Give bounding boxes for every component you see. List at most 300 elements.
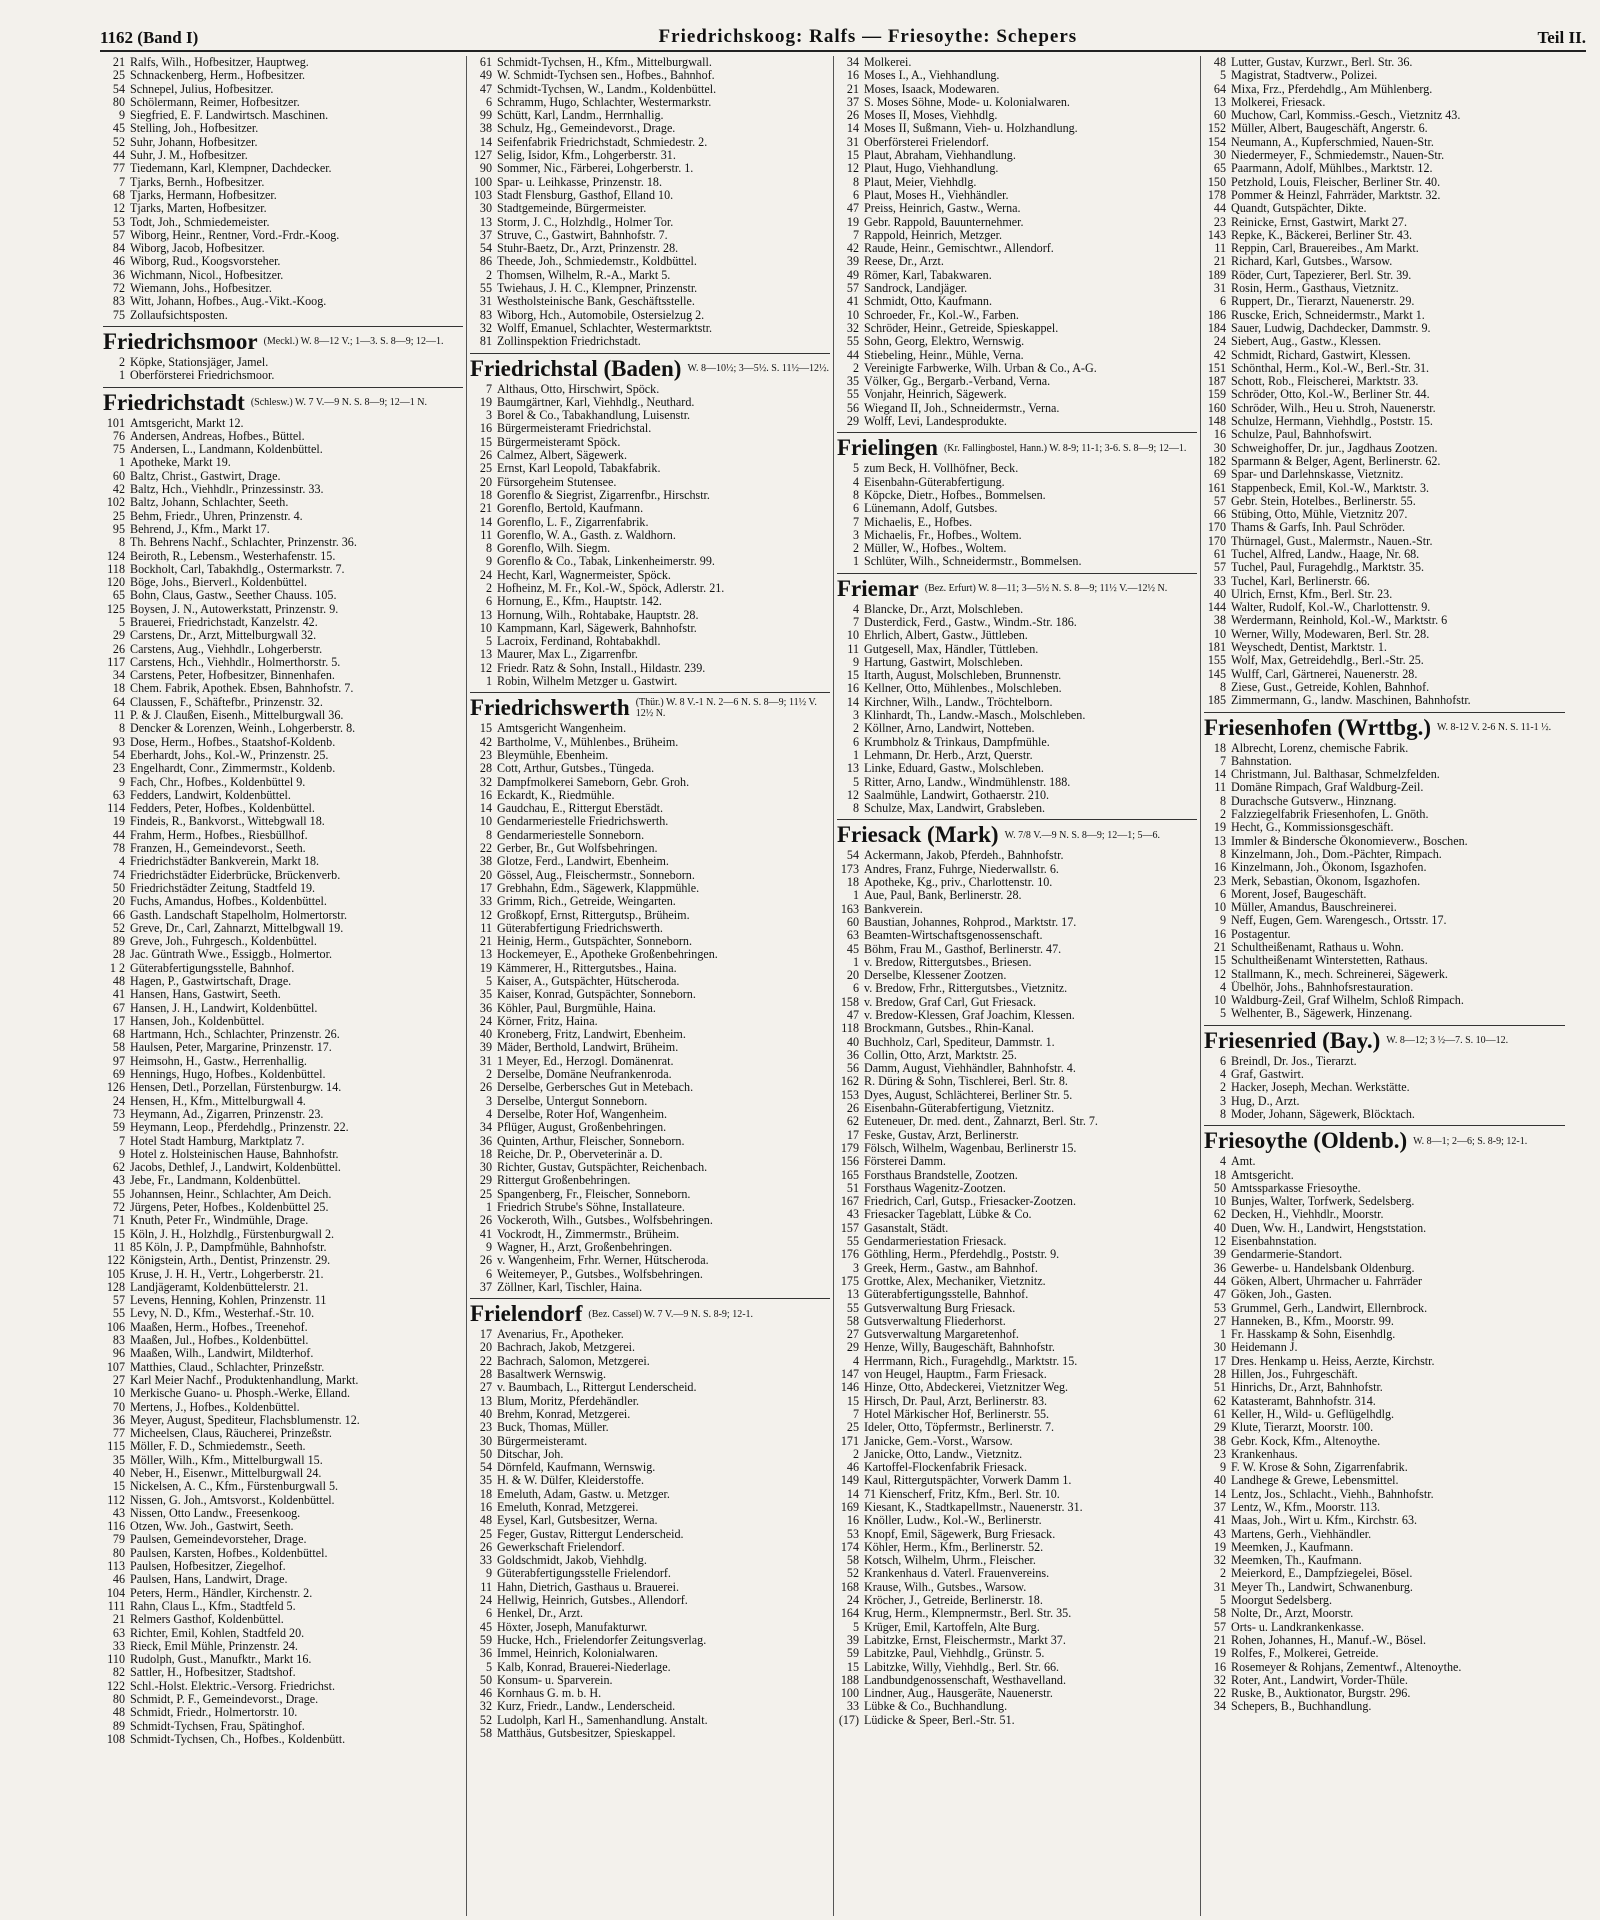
phone-number: 62 xyxy=(846,1115,859,1129)
list-item xyxy=(103,1480,463,1493)
phone-number: 10 xyxy=(1213,994,1226,1008)
subscriber-entry: Werner, Willy, Modewaren, Berl. Str. 28. xyxy=(1231,627,1430,641)
subscriber-entry: Todt, Joh., Schmiedemeister. xyxy=(130,215,270,229)
list-item xyxy=(470,322,830,335)
list-item xyxy=(103,456,463,469)
subscriber-entry: Konsum- u. Sparverein. xyxy=(497,1673,613,1687)
subscriber-entry: Greek, Herm., Gastw., am Bahnhof. xyxy=(864,1261,1038,1275)
phone-number: 48 xyxy=(112,1706,125,1720)
subscriber-entry: Zöllner, Karl, Tischler, Haina. xyxy=(497,1280,643,1294)
list-item xyxy=(470,83,830,96)
phone-number: 2 xyxy=(1219,808,1226,822)
subscriber-entry: Gorenflo, W. A., Gasth. z. Waldhorn. xyxy=(497,528,676,542)
list-item xyxy=(103,1254,463,1267)
list-item xyxy=(837,255,1197,268)
list-item xyxy=(1204,282,1565,295)
subscriber-entry: Buck, Thomas, Müller. xyxy=(497,1421,609,1435)
phone-number: 46 xyxy=(479,1687,492,1701)
subscriber-entry: Meyer Th., Landwirt, Schwanenburg. xyxy=(1231,1580,1413,1594)
list-item xyxy=(103,162,463,175)
list-item xyxy=(470,1381,830,1394)
phone-number: 57 xyxy=(112,1294,125,1308)
list-item xyxy=(470,309,830,322)
list-item xyxy=(1204,482,1565,495)
subscriber-entry: Heidemann J. xyxy=(1231,1341,1298,1355)
phone-number: 64 xyxy=(1213,82,1226,96)
list-item xyxy=(1204,269,1565,282)
list-item xyxy=(470,529,830,542)
subscriber-entry: Kaul, Rittergutspächter, Vorwerk Damm 1. xyxy=(864,1474,1072,1488)
list-item xyxy=(103,83,463,96)
list-item xyxy=(470,1674,830,1687)
list-item xyxy=(837,1634,1197,1647)
list-item xyxy=(103,563,463,576)
list-item xyxy=(103,643,463,656)
phone-number: 61 xyxy=(479,56,492,69)
phone-number: 124 xyxy=(106,549,125,563)
list-item xyxy=(837,1248,1197,1261)
subscriber-entry: Stadt Flensburg, Gasthof, Elland 10. xyxy=(497,188,674,202)
subscriber-entry: Derselbe, Gerbersches Gut in Metebach. xyxy=(497,1081,694,1095)
subscriber-entry: Schröder, Otto, Kol.-W., Berliner Str. 44. xyxy=(1231,388,1430,402)
list-item xyxy=(470,1041,830,1054)
phone-number: 68 xyxy=(112,1028,125,1042)
subscriber-entry: Siegfried, E. F. Landwirtsch. Maschinen. xyxy=(130,109,329,123)
subscriber-entry: Ulrich, Ernst, Kfm., Berl. Str. 23. xyxy=(1231,587,1393,601)
list-item xyxy=(837,516,1197,529)
subscriber-entry: Klute, Tierarzt, Moorstr. 100. xyxy=(1231,1421,1374,1435)
list-item xyxy=(103,855,463,868)
list-item xyxy=(1204,1395,1565,1408)
phone-number: 29 xyxy=(479,1174,492,1188)
list-item xyxy=(470,802,830,815)
subscriber-entry: Levy, N. D., Kfm., Westerhaf.-Str. 10. xyxy=(130,1307,315,1321)
phone-number: 35 xyxy=(479,1474,492,1488)
subscriber-entry: Bohn, Claus, Gastw., Seether Chauss. 105. xyxy=(130,589,337,603)
place-name: Friesenried (Bay.) xyxy=(1204,1027,1381,1053)
list-item xyxy=(837,1102,1197,1115)
list-item xyxy=(837,863,1197,876)
list-item xyxy=(103,842,463,855)
subscriber-entry: Klinhardt, Th., Landw.-Masch., Molschleben. xyxy=(864,709,1086,723)
list-item xyxy=(103,229,463,242)
phone-number: 149 xyxy=(840,1474,859,1488)
list-item xyxy=(837,956,1197,969)
place-name: Friedrichsmoor xyxy=(103,328,258,354)
list-item xyxy=(837,56,1197,69)
phone-number: 75 xyxy=(112,308,125,322)
list-item xyxy=(837,1541,1197,1554)
phone-number: 4 xyxy=(1219,1068,1226,1082)
list-item xyxy=(103,1148,463,1161)
list-item xyxy=(470,975,830,988)
list-item xyxy=(470,396,830,409)
subscriber-entry: Gendarmeriestelle Sonneborn. xyxy=(497,828,645,842)
phone-number: 16 xyxy=(479,1500,492,1514)
phone-number: 187 xyxy=(1207,375,1226,389)
list-item xyxy=(103,369,463,382)
phone-number: 17 xyxy=(846,1128,859,1142)
list-item xyxy=(103,922,463,935)
list-item xyxy=(103,975,463,988)
subscriber-entry: Euteneuer, Dr. med. dent., Zahnarzt, Berl. Str. 7. xyxy=(864,1115,1098,1129)
list-item xyxy=(1204,1108,1565,1121)
subscriber-entry: Molkerei. xyxy=(864,56,912,69)
list-item xyxy=(470,869,830,882)
subscriber-entry: Fach, Chr., Hofbes., Koldenbüttel 9. xyxy=(130,775,306,789)
phone-number: 122 xyxy=(106,1254,125,1268)
phone-number: 5 xyxy=(1219,1007,1226,1021)
list-item xyxy=(837,489,1197,502)
list-item xyxy=(1204,388,1565,401)
list-item xyxy=(470,1541,830,1554)
list-item xyxy=(103,1228,463,1241)
subscriber-entry: Friedr. Ratz & Sohn, Install., Hildastr. 239. xyxy=(497,661,706,675)
phone-number: 5 xyxy=(485,1660,492,1674)
subscriber-entry: Gewerbe- u. Handelsbank Oldenburg. xyxy=(1231,1261,1415,1275)
phone-number: 19 xyxy=(112,815,125,829)
subscriber-entry: Baltz, Johann, Schlachter, Seeth. xyxy=(130,496,289,510)
phone-number: 20 xyxy=(846,969,859,983)
subscriber-entry: Emeluth, Adam, Gastw. u. Metzger. xyxy=(497,1487,670,1501)
phone-number: 45 xyxy=(479,1620,492,1634)
list-item xyxy=(470,815,830,828)
phone-number: 35 xyxy=(846,375,859,389)
subscriber-entry: Vonjahr, Heinrich, Sägewerk. xyxy=(864,388,1007,402)
list-item xyxy=(470,1727,830,1740)
list-item xyxy=(837,776,1197,789)
phone-number: 143 xyxy=(1207,228,1226,242)
list-item xyxy=(1204,1474,1565,1487)
subscriber-entry: Göken, Albert, Uhrmacher u. Fahrräder xyxy=(1231,1274,1423,1288)
list-item xyxy=(470,1368,830,1381)
subscriber-entry: Kruse, J. H. H., Vertr., Lohgerberstr. 21. xyxy=(130,1267,324,1281)
list-item xyxy=(837,309,1197,322)
subscriber-entry: Mixa, Frz., Pferdehdlg., Am Mühlenberg. xyxy=(1231,82,1433,96)
phone-number: 78 xyxy=(112,842,125,856)
subscriber-entry: Nolte, Dr., Arzt, Moorstr. xyxy=(1231,1607,1354,1621)
phone-number: 4 xyxy=(485,1107,492,1121)
phone-number: 2 xyxy=(852,1447,859,1461)
phone-number: 39 xyxy=(846,255,859,269)
list-item xyxy=(103,356,463,369)
list-item xyxy=(470,1108,830,1121)
list-item xyxy=(470,202,830,215)
list-item xyxy=(837,1022,1197,1035)
list-item xyxy=(103,749,463,762)
phone-number: 37 xyxy=(846,95,859,109)
list-item xyxy=(103,1361,463,1374)
phone-number: 108 xyxy=(106,1732,125,1746)
subscriber-entry: Baustian, Johannes, Rohprod., Marktstr. 17. xyxy=(864,915,1077,929)
phone-number: 19 xyxy=(1213,1540,1226,1554)
phone-number: 95 xyxy=(112,522,125,536)
phone-number: 10 xyxy=(1213,1195,1226,1209)
list-item xyxy=(470,1341,830,1354)
subscriber-entry: Friesacker Tageblatt, Lübke & Co. xyxy=(864,1208,1032,1222)
phone-number: 86 xyxy=(479,255,492,269)
list-item xyxy=(837,1275,1197,1288)
phone-number: 57 xyxy=(112,228,125,242)
phone-number: 44 xyxy=(846,348,859,362)
phone-number: 22 xyxy=(479,842,492,856)
phone-number: 9 xyxy=(118,109,125,123)
list-item xyxy=(837,682,1197,695)
list-item xyxy=(103,536,463,549)
list-item xyxy=(103,1028,463,1041)
subscriber-entry: Labitzke, Ernst, Fleischermstr., Markt 37. xyxy=(864,1633,1066,1647)
subscriber-entry: Richter, Gustav, Gutspächter, Reichenbach. xyxy=(497,1161,708,1175)
phone-number: 32 xyxy=(479,775,492,789)
phone-number: 52 xyxy=(846,1567,859,1581)
phone-number: 36 xyxy=(112,268,125,282)
phone-number: 122 xyxy=(106,1679,125,1693)
subscriber-entry: Wolff, Levi, Landesprodukte. xyxy=(864,415,1007,429)
subscriber-entry: Borel & Co., Tabakhandlung, Luisenstr. xyxy=(497,409,691,423)
phone-number: 43 xyxy=(846,1208,859,1222)
list-item xyxy=(837,1222,1197,1235)
subscriber-entry: Spar- und Darlehnskasse, Vietznitz. xyxy=(1231,468,1404,482)
subscriber-entry: Suhr, Johann, Hofbesitzer. xyxy=(130,135,258,149)
list-item xyxy=(837,1435,1197,1448)
list-item xyxy=(837,1049,1197,1062)
phone-number: 107 xyxy=(106,1360,125,1374)
list-item xyxy=(837,1514,1197,1527)
phone-number: 9 xyxy=(485,1567,492,1581)
subscriber-entry: Magistrat, Stadtverw., Polizei. xyxy=(1231,69,1378,83)
phone-number: 170 xyxy=(1207,534,1226,548)
subscriber-entry: Knopf, Emil, Sägewerk, Burg Friesack. xyxy=(864,1527,1056,1541)
list-item xyxy=(103,1281,463,1294)
subscriber-entry: Maaßen, Wilh., Landwirt, Mildterhof. xyxy=(130,1347,314,1361)
subscriber-entry: Schnackenberg, Herm., Hofbesitzer. xyxy=(130,69,306,83)
list-item xyxy=(1204,1501,1565,1514)
list-item xyxy=(1204,848,1565,861)
list-item xyxy=(837,1195,1197,1208)
phone-number: 7 xyxy=(485,382,492,396)
list-item xyxy=(470,1268,830,1281)
phone-number: 21 xyxy=(479,935,492,949)
subscriber-entry: Jebe, Fr., Landmann, Koldenbüttel. xyxy=(130,1174,301,1188)
list-item xyxy=(1204,428,1565,441)
subscriber-entry: 71 Kienscherf, Fritz, Kfm., Berl. Str. 10. xyxy=(864,1487,1060,1501)
list-item xyxy=(1204,1661,1565,1674)
phone-number: 67 xyxy=(112,1001,125,1015)
list-item xyxy=(837,1421,1197,1434)
list-item xyxy=(103,216,463,229)
list-item xyxy=(1204,1182,1565,1195)
list-item xyxy=(1204,1528,1565,1541)
list-item xyxy=(1204,309,1565,322)
phone-number: 30 xyxy=(479,202,492,216)
subscriber-entry: Reppin, Carl, Brauereibes., Am Markt. xyxy=(1231,242,1419,256)
list-item xyxy=(103,122,463,135)
list-item xyxy=(103,470,463,483)
subscriber-entry: Körner, Fritz, Haina. xyxy=(497,1014,598,1028)
phone-number: 3 xyxy=(485,409,492,423)
phone-number: 165 xyxy=(840,1168,859,1182)
list-item xyxy=(470,476,830,489)
subscriber-entry: Albrecht, Lorenz, chemische Fabrik. xyxy=(1231,741,1409,755)
subscriber-entry: Ditschar, Joh. xyxy=(497,1447,564,1461)
phone-number: 55 xyxy=(846,1301,859,1315)
phone-number: 153 xyxy=(840,1088,859,1102)
phone-number: 55 xyxy=(846,388,859,402)
subscriber-entry: Apotheke, Kg., priv., Charlottenstr. 10. xyxy=(864,876,1053,890)
subscriber-entry: Storm, J. C., Holzhdlg., Holmer Tor. xyxy=(497,215,674,229)
subscriber-entry: Grottke, Alex, Mechaniker, Vietznitz. xyxy=(864,1274,1046,1288)
list-item xyxy=(837,462,1197,475)
phone-number: 9 xyxy=(118,775,125,789)
subscriber-entry: Schölermann, Reimer, Hofbesitzer. xyxy=(130,95,300,109)
phone-number: 25 xyxy=(479,1187,492,1201)
list-item xyxy=(103,242,463,255)
subscriber-entry: Immel, Heinrich, Kolonialwaren. xyxy=(497,1647,658,1661)
subscriber-entry: Hartmann, Hch., Schlachter, Prinzenstr. 26. xyxy=(130,1028,340,1042)
list-item xyxy=(103,1135,463,1148)
phone-number: 23 xyxy=(1213,215,1226,229)
list-item xyxy=(103,255,463,268)
phone-number: 96 xyxy=(112,1347,125,1361)
list-item xyxy=(837,1089,1197,1102)
list-item xyxy=(103,1693,463,1706)
list-item xyxy=(103,1640,463,1653)
list-item xyxy=(470,216,830,229)
list-item xyxy=(837,749,1197,762)
subscriber-entry: Landbundgenossenschaft, Westhavelland. xyxy=(864,1673,1066,1687)
subscriber-entry: Niedermeyer, F., Schmiedemstr., Nauen-Str. xyxy=(1231,149,1445,163)
phone-number: 29 xyxy=(846,415,859,429)
list-item xyxy=(1204,575,1565,588)
list-item xyxy=(103,1720,463,1733)
phone-number: 116 xyxy=(107,1520,125,1534)
list-item xyxy=(470,109,830,122)
list-item xyxy=(470,1607,830,1620)
list-item xyxy=(103,1414,463,1427)
subscriber-entry: Bachrach, Salomon, Metzgerei. xyxy=(497,1354,650,1368)
phone-number: 24 xyxy=(479,1014,492,1028)
list-item xyxy=(837,889,1197,902)
subscriber-entry: Wolff, Emanuel, Schlachter, Westermarktstr. xyxy=(497,321,713,335)
phone-number: 169 xyxy=(840,1500,859,1514)
list-item xyxy=(1204,954,1565,967)
phone-number: 12 xyxy=(846,162,859,176)
phone-number: 105 xyxy=(106,1267,125,1281)
subscriber-entry: Thomsen, Wilhelm, R.-A., Markt 5. xyxy=(497,268,671,282)
phone-number: 20 xyxy=(479,1341,492,1355)
phone-number: 21 xyxy=(1213,255,1226,269)
list-item xyxy=(470,1135,830,1148)
phone-number: 150 xyxy=(1207,175,1226,189)
list-item xyxy=(103,962,463,975)
list-item xyxy=(103,1454,463,1467)
phone-number: 79 xyxy=(112,1533,125,1547)
phone-number: 24 xyxy=(479,1594,492,1608)
phone-number: 46 xyxy=(846,1461,859,1475)
phone-number: 54 xyxy=(112,82,125,96)
subscriber-entry: Knöller, Ludw., Kol.-W., Berlinerstr. xyxy=(864,1514,1042,1528)
list-item xyxy=(103,1680,463,1693)
subscriber-entry: R. Düring & Sohn, Tischlerei, Berl. Str. 8. xyxy=(864,1075,1068,1089)
list-item xyxy=(103,1294,463,1307)
phone-number: 16 xyxy=(1213,927,1226,941)
subscriber-entry: Bürgermeisteramt Spöck. xyxy=(497,435,621,449)
phone-number: 14 xyxy=(1213,768,1226,782)
phone-number: 26 xyxy=(479,1254,492,1268)
phone-number: 189 xyxy=(1207,268,1226,282)
list-item xyxy=(470,1281,830,1294)
phone-number: 13 xyxy=(479,948,492,962)
list-item xyxy=(837,1115,1197,1128)
phone-number: 11 xyxy=(113,1240,125,1254)
list-item xyxy=(103,776,463,789)
subscriber-entry: Peters, Herm., Händler, Kirchenstr. 2. xyxy=(130,1586,313,1600)
phone-number: 9 xyxy=(1219,914,1226,928)
subscriber-entry: Ziese, Gust., Getreide, Kohlen, Bahnhof. xyxy=(1231,680,1430,694)
list-item xyxy=(1204,1288,1565,1301)
list-item xyxy=(103,789,463,802)
subscriber-entry: Stadtgemeinde, Bürgermeister. xyxy=(497,202,647,216)
subscriber-entry: Kotsch, Wilhelm, Uhrm., Fleischer. xyxy=(864,1554,1036,1568)
list-item xyxy=(837,1355,1197,1368)
subscriber-entry: Welhenter, B., Sägewerk, Hinzenang. xyxy=(1231,1007,1413,1021)
phone-number: 42 xyxy=(846,242,859,256)
list-item xyxy=(1204,1541,1565,1554)
phone-number: 18 xyxy=(479,1487,492,1501)
column-3 xyxy=(834,56,1201,1916)
subscriber-entry: Köllner, Arno, Landwirt, Notteben. xyxy=(864,722,1035,736)
list-item xyxy=(837,529,1197,542)
subscriber-entry: Selig, Isidor, Kfm., Lohgerberstr. 31. xyxy=(497,149,676,163)
subscriber-entry: Schulz, Hg., Gemeindevorst., Drage. xyxy=(497,122,676,136)
list-item xyxy=(1204,1235,1565,1248)
subscriber-entry: Fedders, Landwirt, Koldenbüttel. xyxy=(130,788,291,802)
subscriber-entry: Paarmann, Adolf, Mühlbes., Marktstr. 12. xyxy=(1231,162,1433,176)
subscriber-entry: Bockholt, Carl, Tabakhdlg., Ostermarkstr. 7. xyxy=(130,562,345,576)
list-item xyxy=(837,1567,1197,1580)
subscriber-entry: Ackermann, Jakob, Pferdeh., Bahnhofstr. xyxy=(864,849,1064,863)
subscriber-entry: zum Beck, H. Vollhöfner, Beck. xyxy=(864,462,1019,476)
subscriber-entry: Blum, Moritz, Pferdehändler. xyxy=(497,1394,640,1408)
list-item xyxy=(1204,588,1565,601)
phone-number: 23 xyxy=(1213,1447,1226,1461)
list-item xyxy=(103,1068,463,1081)
phone-number: 170 xyxy=(1207,521,1226,535)
phone-number: 59 xyxy=(112,1121,125,1135)
phone-number: 11 xyxy=(1214,242,1226,256)
subscriber-entry: Schmidt, Friedr., Holmertorstr. 10. xyxy=(130,1706,298,1720)
subscriber-entry: Übelhör, Johs., Bahnhofsrestauration. xyxy=(1231,980,1414,994)
phone-number: 1 xyxy=(852,955,859,969)
list-item xyxy=(1204,495,1565,508)
phone-number: 11 xyxy=(1214,781,1226,795)
list-item xyxy=(837,1368,1197,1381)
list-item xyxy=(103,510,463,523)
phone-number: 44 xyxy=(1213,1274,1226,1288)
list-item xyxy=(470,489,830,502)
phone-number: 23 xyxy=(1213,874,1226,888)
list-item xyxy=(1204,1302,1565,1315)
list-item xyxy=(837,709,1197,722)
phone-number: 101 xyxy=(106,416,125,430)
phone-number: 184 xyxy=(1207,321,1226,335)
list-item xyxy=(103,616,463,629)
list-item xyxy=(103,1201,463,1214)
list-item xyxy=(1204,1700,1565,1713)
list-item xyxy=(837,722,1197,735)
list-item xyxy=(470,295,830,308)
list-item xyxy=(1204,641,1565,654)
